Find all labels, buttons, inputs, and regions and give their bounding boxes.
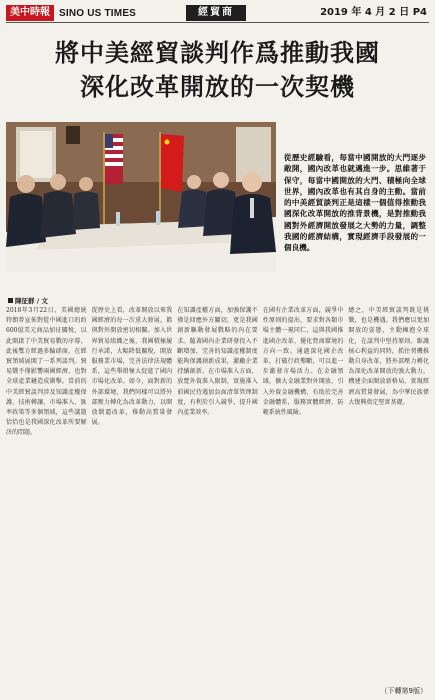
article-column-5: 總之，中美經貿談判既是挑戰，也是機遇。我們應以更加開放的姿態，主動擁抱全球化，在談判中堅持原則、維護核心利益的同時，抓住契機推動自身改革，將外部壓力轉化為深化改革開放的強大動力，構建全面開放新格局，實現經濟高質量發展，為中華民族偉大復興奠定堅實基礎。 [348,307,429,406]
article-column-4: 在國有企業改革方面，競爭中性原則的提出，要求對各類市場主體一視同仁，這與我國推進國企改革、優化營商環境的方向一致。通過深化國企改革，打破行政壟斷，可以進一步激發市場活力。在金融領域，擴大金融業對外開放，引入外資金融機構，有助於完善金融體系，服務實體經濟，防範系統性風險。 [262,307,344,417]
byline-text: 陳征群 / 文 [15,297,48,305]
headline-line-1: 將中美經貿談判作爲推動我國 [55,39,380,67]
brand-logo-cn: 美中時報 [6,5,54,21]
bullet-square-icon [8,298,13,303]
article-column-2: 從歷史上看，改革開放以來我國經濟的每一次重大發展，都與對外開放密切相關。加入世界貿易組織之後，我國積極履行承諾，大幅降低關稅，開放服務業市場，完善法律法規體系，這些舉措極大促進了國內市場化改革。如今，面對新的外部環境，我們同樣可以將外部壓力轉化為改革動力，以開放倒逼改革，推動高質量發展。 [91,307,173,427]
brand-name-en: SINO US TIMES [59,7,137,19]
masthead [6,4,429,23]
pull-quote: 從歷史經驗看，每當中國開放的大門逐步敞開，國內改革也就邁進一步。思維著于保守，每當中國開放的大門、積極向全球世界，國內改革也有其自身的主動。當前的中美經貿談判正是這樣一個值得推動我國深化改革開放的推背景機，是對推動我國對外經濟開放發展之大勢的力量，調整我國的經濟結構，實現經濟手段發展的一個良機。 [284,153,426,253]
section-label: 經貿商 [186,5,246,21]
news-photo [6,122,276,272]
article-column-1: 2018年3月22日，美國總統特朗普宣佈對從中國進口的約600億美元商品加征關稅，以此開啟了中美貿易戰的序幕。此後雙方經過多輪磋商，在經貿領域展開了一系列談判。貿易戰不僅影響兩國經濟，也對全球產業鏈造成衝擊。當前的中美經貿談判涉及知識產權保護、技術轉讓、市場准入、匯率政策等多個領域，這些議題恰恰也是我國深化改革所要解決的問題。 [6,307,87,437]
byline [8,296,48,305]
article-body [6,306,429,688]
headline-line-2: 深化改革開放的一次契機 [80,73,355,101]
issue-date: 2019 年 4 月 2 日 P4 [320,7,427,18]
article-column-3: 在知識產權方面，加強保護不僅是回應外方關切，更是我國創新驅動發展戰略的內在要求。隨著國內企業研發投入不斷增加，完善的知識產權制度能夠保護創新成果，激勵企業持續創新。在市場准入方面，放寬外資准入限制，實施准入前國民待遇加負面清單管理制度，有利於引入競爭，提升國內產業效率。 [177,307,258,417]
continued-note: （下轉第9版） [380,687,427,695]
